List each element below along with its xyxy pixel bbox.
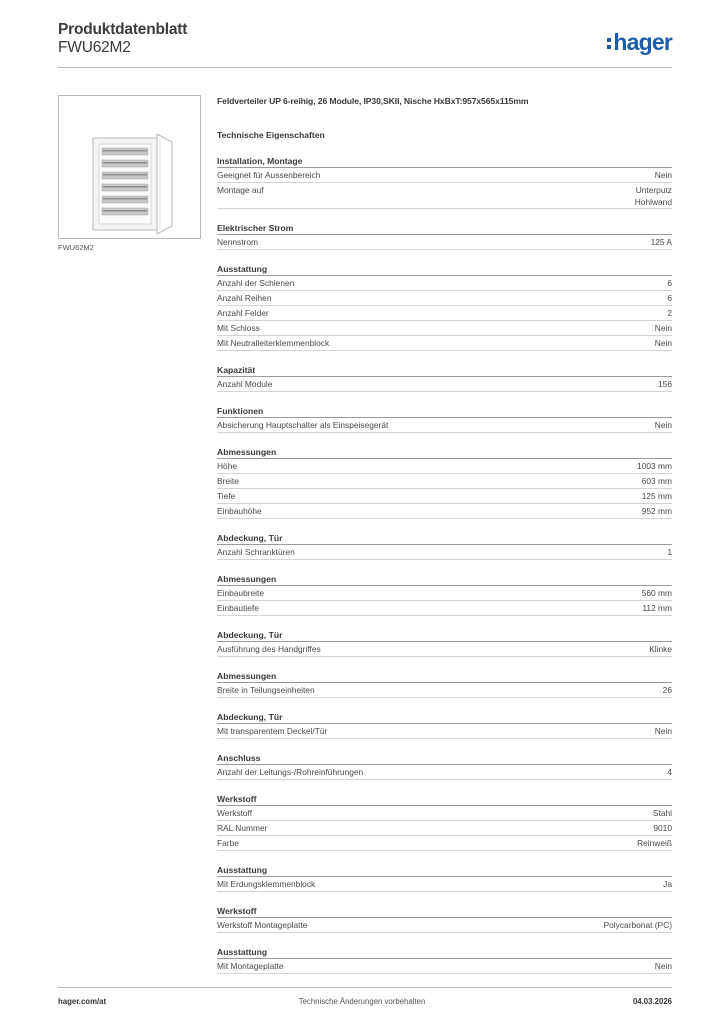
- property-value-line: Ja: [663, 879, 672, 889]
- product-description: Feldverteiler UP 6-reihig, 26 Module, IP30,SKII, Nische HxBxT:957x565x115mm: [217, 96, 529, 106]
- property-value-line: 1: [667, 547, 672, 557]
- property-row: [217, 418, 672, 433]
- section-title: Werkstoff: [217, 905, 672, 918]
- property-label: Breite in Teilungseinheiten: [217, 685, 315, 695]
- property-row: [217, 724, 672, 739]
- property-label: Mit Neutralleiterklemmenblock: [217, 338, 330, 348]
- property-value-line: Polycarbonat (PC): [603, 920, 672, 930]
- property-value: [655, 960, 672, 972]
- distribution-cabinet-icon: [59, 96, 200, 238]
- section-title: Abmessungen: [217, 670, 672, 683]
- property-label: Einbauhöhe: [217, 506, 262, 516]
- property-row: [217, 601, 672, 616]
- property-value-line: Unterputz: [635, 185, 672, 195]
- section-title: Werkstoff: [217, 793, 672, 806]
- property-row: [217, 765, 672, 780]
- property-value-line: Klinke: [649, 644, 672, 654]
- property-section: [217, 532, 672, 560]
- property-row: [217, 336, 672, 351]
- property-value-line: 125 mm: [641, 491, 672, 501]
- property-section: [217, 905, 672, 933]
- property-value-line: 603 mm: [641, 476, 672, 486]
- property-row: [217, 276, 672, 291]
- property-section: [217, 946, 672, 974]
- property-label: Einbaubreite: [217, 588, 265, 598]
- property-label: Höhe: [217, 461, 238, 471]
- section-title: Installation, Montage: [217, 155, 672, 168]
- property-value-line: 560 mm: [641, 588, 672, 598]
- page-title: Produktdatenblatt: [58, 21, 188, 38]
- property-value-line: Nein: [654, 961, 672, 971]
- property-row: [217, 683, 672, 698]
- section-title: Abmessungen: [217, 446, 672, 459]
- property-section: [217, 222, 672, 250]
- property-value: [655, 419, 672, 431]
- property-value: [604, 919, 672, 931]
- property-value: [667, 766, 672, 778]
- property-section: [217, 405, 672, 433]
- property-label: Nennstrom: [217, 237, 258, 247]
- property-row: [217, 877, 672, 892]
- property-value-line: 2: [667, 308, 672, 318]
- property-value: [651, 236, 672, 248]
- property-value-line: Reinweiß: [637, 838, 672, 848]
- property-row: [217, 377, 672, 392]
- property-row: [217, 806, 672, 821]
- property-value: [637, 837, 672, 849]
- property-label: Werkstoff Montageplatte: [217, 920, 308, 930]
- property-section: [217, 670, 672, 698]
- property-label: Breite: [217, 476, 239, 486]
- property-label: Ausführung des Handgriffes: [217, 644, 321, 654]
- property-value: [658, 378, 672, 390]
- property-value-line: Nein: [654, 323, 672, 333]
- property-value-line: 1003 mm: [637, 461, 672, 471]
- property-value-line: Hohlwand: [634, 197, 672, 207]
- property-label: Anzahl Felder: [217, 308, 269, 318]
- property-section: [217, 793, 672, 851]
- property-label: Mit transparentem Deckel/Tür: [217, 726, 328, 736]
- property-row: [217, 586, 672, 601]
- property-row: [217, 821, 672, 836]
- property-value-line: 6: [667, 293, 672, 303]
- property-row: [217, 836, 672, 851]
- property-section: [217, 573, 672, 616]
- property-value-line: 952 mm: [641, 506, 672, 516]
- image-caption: FWU62M2: [58, 243, 94, 252]
- property-value: [655, 169, 672, 181]
- footer-date: 04.03.2026: [632, 997, 672, 1006]
- logo-dots-icon: [607, 38, 611, 49]
- footer-website: hager.com/at: [58, 997, 107, 1006]
- property-value: [642, 587, 672, 599]
- section-title: Abmessungen: [217, 573, 672, 586]
- property-label: Montage auf: [217, 185, 264, 195]
- property-label: Mit Schloss: [217, 323, 260, 333]
- property-value-line: Nein: [654, 338, 672, 348]
- property-value: [642, 475, 672, 487]
- property-value-line: Stahl: [652, 808, 672, 818]
- property-row: [217, 545, 672, 560]
- section-title: Elektrischer Strom: [217, 222, 672, 235]
- property-value: [655, 337, 672, 349]
- section-title: Kapazität: [217, 364, 672, 377]
- section-title: Ausstattung: [217, 263, 672, 276]
- product-code: FWU62M2: [58, 39, 131, 56]
- property-section: [217, 629, 672, 657]
- property-row: [217, 474, 672, 489]
- property-label: Tiefe: [217, 491, 236, 501]
- property-row: [217, 959, 672, 974]
- header-divider: [58, 67, 672, 68]
- property-value-line: 9010: [653, 823, 672, 833]
- section-title: Funktionen: [217, 405, 672, 418]
- property-value: [655, 725, 672, 737]
- property-section: [217, 446, 672, 519]
- property-section: [217, 752, 672, 780]
- property-row: [217, 168, 672, 183]
- property-value: [667, 277, 672, 289]
- property-value: [663, 878, 672, 890]
- property-label: Anzahl Module: [217, 379, 273, 389]
- property-value-line: 4: [667, 767, 672, 777]
- property-row: [217, 183, 672, 209]
- hager-logo: [607, 28, 672, 56]
- property-section: [217, 263, 672, 351]
- property-label: Anzahl Schranktüren: [217, 547, 295, 557]
- section-title: Abdeckung, Tür: [217, 629, 672, 642]
- property-label: Geeignet für Aussenbereich: [217, 170, 321, 180]
- property-label: Mit Montageplatte: [217, 961, 284, 971]
- section-title: Abdeckung, Tür: [217, 711, 672, 724]
- property-value-line: 125 A: [650, 237, 672, 247]
- property-label: Farbe: [217, 838, 239, 848]
- property-row: [217, 291, 672, 306]
- property-value-line: 26: [662, 685, 672, 695]
- property-value: [642, 490, 672, 502]
- property-value: [649, 643, 672, 655]
- property-label: Anzahl der Leitungs-/Rohreinführungen: [217, 767, 364, 777]
- property-value-line: 156: [658, 379, 672, 389]
- property-value: [642, 505, 672, 517]
- property-section: [217, 364, 672, 392]
- property-value: [653, 807, 672, 819]
- property-value: [667, 546, 672, 558]
- property-value-line: 112 mm: [642, 603, 672, 613]
- section-title: Ausstattung: [217, 864, 672, 877]
- property-row: [217, 306, 672, 321]
- technical-properties-heading: Technische Eigenschaften: [217, 130, 325, 140]
- property-row: [217, 321, 672, 336]
- property-row: [217, 235, 672, 250]
- property-label: Mit Erdungsklemmenblock: [217, 879, 316, 889]
- section-title: Ausstattung: [217, 946, 672, 959]
- property-label: Anzahl Reihen: [217, 293, 272, 303]
- property-row: [217, 918, 672, 933]
- property-value: [642, 602, 672, 614]
- property-value-line: 6: [667, 278, 672, 288]
- property-section: [217, 155, 672, 209]
- property-label: Absicherung Hauptschalter als Einspeisegerät: [217, 420, 389, 430]
- property-value: [663, 684, 672, 696]
- footer-disclaimer: Technische Änderungen vorbehalten: [298, 997, 426, 1006]
- logo-wordmark: hager: [613, 28, 672, 55]
- product-image: [58, 95, 201, 239]
- datasheet-content: [217, 95, 672, 974]
- property-value-line: Nein: [654, 726, 672, 736]
- property-label: Anzahl der Schienen: [217, 278, 295, 288]
- property-value-line: Nein: [654, 170, 672, 180]
- property-row: [217, 642, 672, 657]
- property-label: Einbautiefe: [217, 603, 259, 613]
- section-title: Anschluss: [217, 752, 672, 765]
- property-value: [653, 822, 672, 834]
- property-row: [217, 489, 672, 504]
- property-row: [217, 504, 672, 519]
- property-row: [217, 459, 672, 474]
- properties-list: [217, 155, 672, 974]
- property-value: [635, 184, 672, 208]
- property-label: RAL Nummer: [217, 823, 268, 833]
- property-value: [637, 460, 672, 472]
- footer-divider: [58, 987, 672, 988]
- section-title: Abdeckung, Tür: [217, 532, 672, 545]
- property-label: Werkstoff: [217, 808, 253, 818]
- property-value: [667, 307, 672, 319]
- property-value-line: Nein: [654, 420, 672, 430]
- property-value: [667, 292, 672, 304]
- property-section: [217, 711, 672, 739]
- property-value: [655, 322, 672, 334]
- property-section: [217, 864, 672, 892]
